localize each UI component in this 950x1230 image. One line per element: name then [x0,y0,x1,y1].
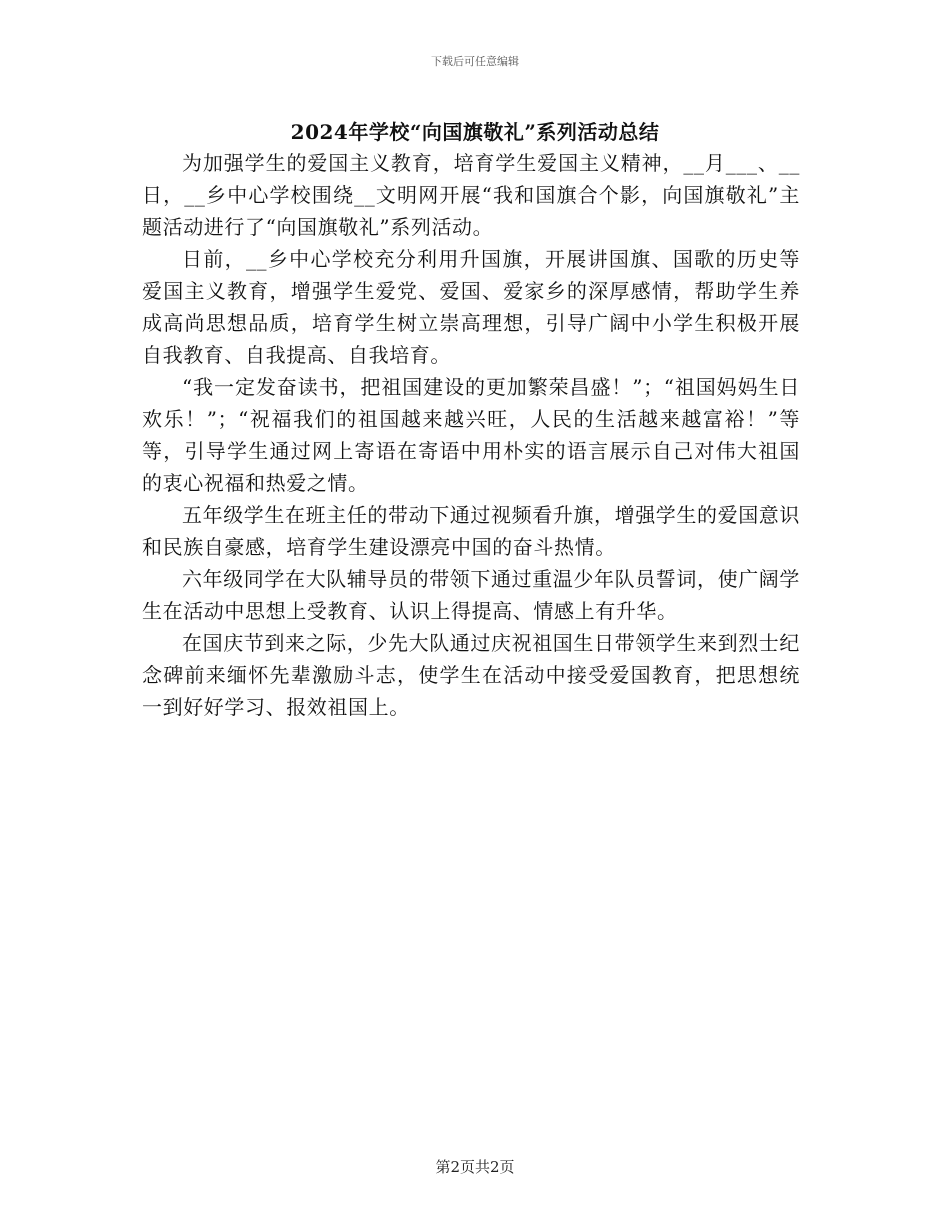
paragraph-3: “我一定发奋读书，把祖国建设的更加繁荣昌盛！”；“祖国妈妈生日欢乐！”；“祝福我们的祖国越来越兴旺，人民的生活越来越富裕！”等等，引导学生通过网上寄语在寄语中用朴实的语言展示自己对伟大祖国的衷心祝福和热爱之情。 [142,375,800,495]
paragraph-2: 日前，__乡中心学校充分利用升国旗，开展讲国旗、国歌的历史等爱国主义教育，增强学生爱党、爱国、爱家乡的深厚感情，帮助学生养成高尚思想品质，培育学生树立崇高理想，引导广阔中小学生积极开展自我教育、自我提高、自我培育。 [142,247,800,367]
page-footer: 第2页共2页 [435,1158,515,1176]
paragraph-1: 为加强学生的爱国主义教育，培育学生爱国主义精神，__月___、__日，__乡中心学校围绕__文明网开展“我和国旗合个影，向国旗敬礼”主题活动进行了“向国旗敬礼”系列活动。 [142,151,800,239]
document-body [142,147,800,723]
paragraph-4: 五年级学生在班主任的带动下通过视频看升旗，增强学生的爱国意识和民族自豪感，培育学生建设漂亮中国的奋斗热情。 [142,503,800,559]
paragraph-6: 在国庆节到来之际，少先大队通过庆祝祖国生日带领学生来到烈士纪念碑前来缅怀先辈激励斗志，使学生在活动中接受爱国教育，把思想统一到好好学习、报效祖国上。 [142,631,800,719]
document-title: 2024年学校“向国旗敬礼”系列活动总结 [290,120,660,144]
header-note: 下载后可任意编辑 [431,55,519,68]
paragraph-5: 六年级同学在大队辅导员的带领下通过重温少年队员誓词，使广阔学生在活动中思想上受教育、认识上得提高、情感上有升华。 [142,567,800,623]
